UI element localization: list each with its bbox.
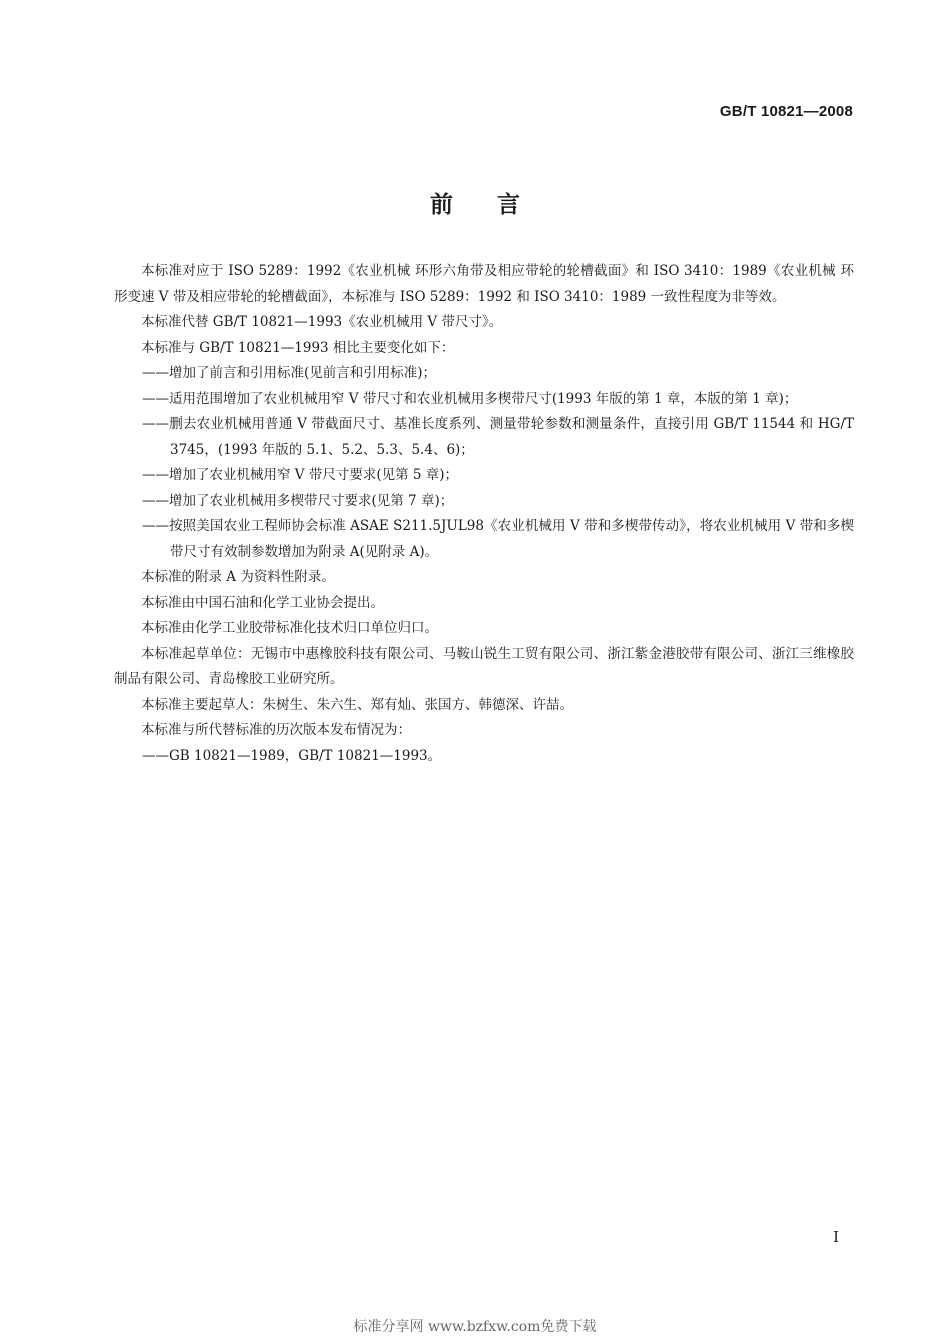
change-item: ——按照美国农业工程师协会标准 ASAE S211.5JUL98《农业机械用 V 带和多楔带传动》，将农业机械用 V 带和多楔带尺寸有效制参数增加为附录 A(见附录 A)。: [142, 518, 854, 560]
paragraph-appendix: 本标准的附录 A 为资料性附录。: [141, 569, 335, 585]
standard-code: GB/T 10821—2008: [719, 103, 853, 120]
change-item: ——增加了农业机械用窄 V 带尺寸要求(见第 5 章)；: [142, 467, 459, 483]
document-body: [114, 259, 854, 769]
page-title: 前言: [430, 192, 564, 218]
paragraph-drafters: 本标准主要起草人：朱树生、朱六生、郑有灿、张国方、韩德深、许喆。: [141, 696, 573, 713]
paragraph-proposer: 本标准由中国石油和化学工业协会提出。: [141, 594, 384, 611]
history-item: ——GB 10821—1989，GB/T 10821—1993。: [142, 747, 442, 764]
paragraph-replacement: 本标准代替 GB/T 10821—1993《农业机械用 V 带尺寸》。: [141, 314, 503, 330]
paragraph-changes-intro: 本标准与 GB/T 10821—1993 相比主要变化如下：: [141, 339, 455, 356]
change-item: ——增加了农业机械用多楔带尺寸要求(见第 7 章)；: [142, 492, 454, 509]
change-item: ——适用范围增加了农业机械用窄 V 带尺寸和农业机械用多楔带尺寸(1993 年版的第 1 章，本版的第 1 章)；: [142, 390, 798, 407]
paragraph-correspondence: 本标准对应于 ISO 5289：1992《农业机械 环形六角带及相应带轮的轮槽截面》和 ISO 3410：1989《农业机械 环形变速 V 带及相应带轮的轮槽截面》，本标准与 ISO 5289：1992 和 ISO 3410：1989 一致性程度为非等效。: [114, 263, 854, 305]
paragraph-drafting-units: 本标准起草单位：无锡市中惠橡胶科技有限公司、马鞍山锐生工贸有限公司、浙江紫金港胶带有限公司、浙江三维橡胶制品有限公司、青岛橡胶工业研究所。: [114, 645, 854, 687]
paragraph-administration: 本标准由化学工业胶带标准化技术归口单位归口。: [141, 620, 438, 636]
change-item: ——删去农业机械用普通 V 带截面尺寸、基准长度系列、测量带轮参数和测量条件，直接引用 GB/T 11544 和 HG/T 3745，(1993 年版的 5.1、5.2、5.3、5.4、6)；: [142, 416, 854, 458]
page-number: I: [833, 1228, 839, 1246]
footer-watermark: 标准分享网 www.bzfxw.com免费下载: [353, 1319, 597, 1335]
paragraph-history-intro: 本标准与所代替标准的历次版本发布情况为：: [141, 722, 411, 738]
change-item: ——增加了前言和引用标准(见前言和引用标准)；: [142, 365, 437, 381]
